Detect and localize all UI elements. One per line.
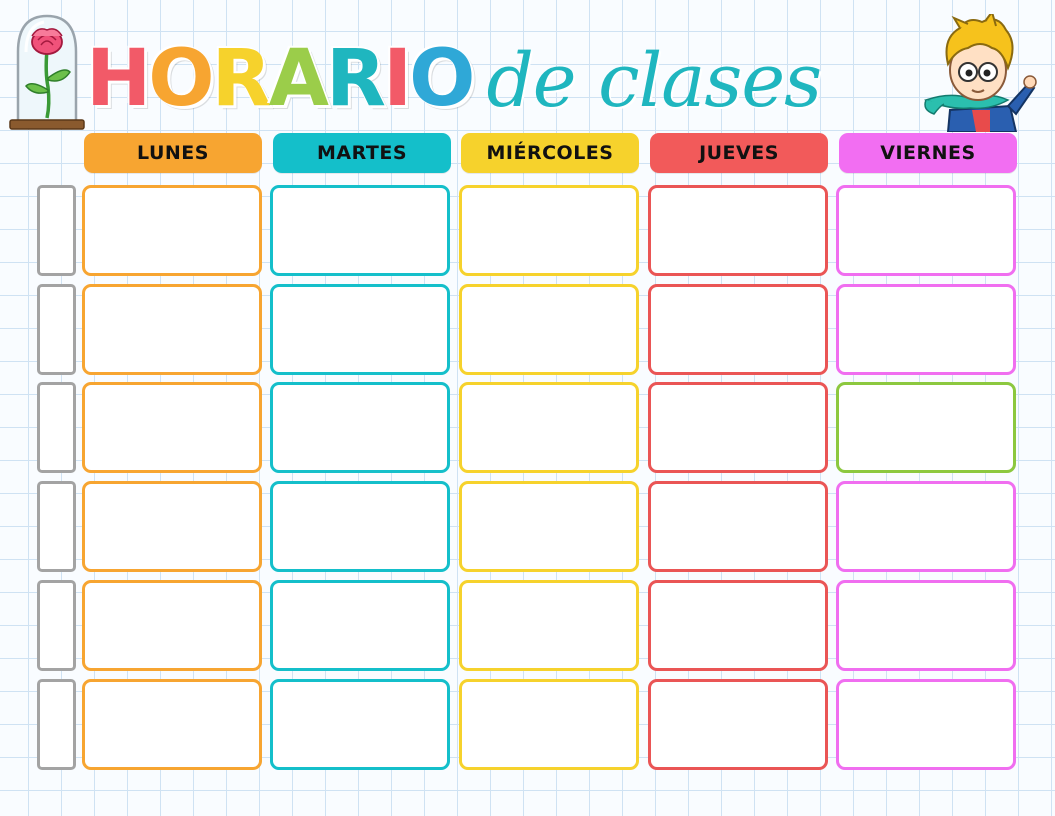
schedule-cell-miercoles[interactable]: [459, 481, 639, 572]
rose-under-glass-dome-icon: [8, 12, 86, 130]
title-letter: I: [383, 34, 410, 124]
time-slot-cell[interactable]: [37, 185, 76, 276]
schedule-cell-jueves[interactable]: [648, 679, 828, 770]
schedule-cell-viernes[interactable]: [836, 580, 1016, 671]
title-letter: H: [86, 34, 149, 124]
page-title: [86, 8, 822, 124]
schedule-cell-lunes[interactable]: [82, 679, 262, 770]
title-letter: R: [326, 34, 384, 124]
schedule-cell-martes[interactable]: [270, 185, 450, 276]
day-header-viernes: VIERNES: [839, 133, 1017, 173]
day-header-jueves: JUEVES: [650, 133, 828, 173]
title-main: [86, 34, 473, 124]
schedule-cell-viernes[interactable]: [836, 185, 1016, 276]
schedule-cell-martes[interactable]: [270, 679, 450, 770]
little-prince-character-icon: [920, 14, 1038, 132]
schedule-cell-lunes[interactable]: [82, 481, 262, 572]
schedule-cell-viernes[interactable]: [836, 679, 1016, 770]
schedule-cell-jueves[interactable]: [648, 185, 828, 276]
title-letter: O: [148, 34, 212, 124]
schedule-cell-viernes[interactable]: [836, 382, 1016, 473]
title-subtitle: de clases: [486, 38, 822, 124]
schedule-cell-jueves[interactable]: [648, 284, 828, 375]
schedule-cell-miercoles[interactable]: [459, 382, 639, 473]
schedule-cell-miercoles[interactable]: [459, 284, 639, 375]
time-slot-cell[interactable]: [37, 382, 76, 473]
schedule-cell-lunes[interactable]: [82, 382, 262, 473]
schedule-cell-martes[interactable]: [270, 284, 450, 375]
day-header-lunes: LUNES: [84, 133, 262, 173]
day-header-miercoles: MIÉRCOLES: [461, 133, 639, 173]
schedule-cell-lunes[interactable]: [82, 284, 262, 375]
schedule-cell-jueves[interactable]: [648, 580, 828, 671]
schedule-cell-viernes[interactable]: [836, 481, 1016, 572]
schedule-cell-lunes[interactable]: [82, 185, 262, 276]
schedule-cell-martes[interactable]: [270, 580, 450, 671]
schedule-cell-viernes[interactable]: [836, 284, 1016, 375]
schedule-cell-miercoles[interactable]: [459, 185, 639, 276]
schedule-cell-miercoles[interactable]: [459, 679, 639, 770]
title-letter: O: [409, 34, 473, 124]
schedule-cell-jueves[interactable]: [648, 481, 828, 572]
title-letter: A: [268, 34, 327, 124]
schedule-cell-martes[interactable]: [270, 382, 450, 473]
time-slot-cell[interactable]: [37, 679, 76, 770]
schedule-cell-martes[interactable]: [270, 481, 450, 572]
schedule-cell-miercoles[interactable]: [459, 580, 639, 671]
title-letter: R: [211, 34, 269, 124]
day-header-martes: MARTES: [273, 133, 451, 173]
time-slot-cell[interactable]: [37, 580, 76, 671]
schedule-cell-jueves[interactable]: [648, 382, 828, 473]
time-slot-cell[interactable]: [37, 284, 76, 375]
time-slot-cell[interactable]: [37, 481, 76, 572]
schedule-cell-lunes[interactable]: [82, 580, 262, 671]
